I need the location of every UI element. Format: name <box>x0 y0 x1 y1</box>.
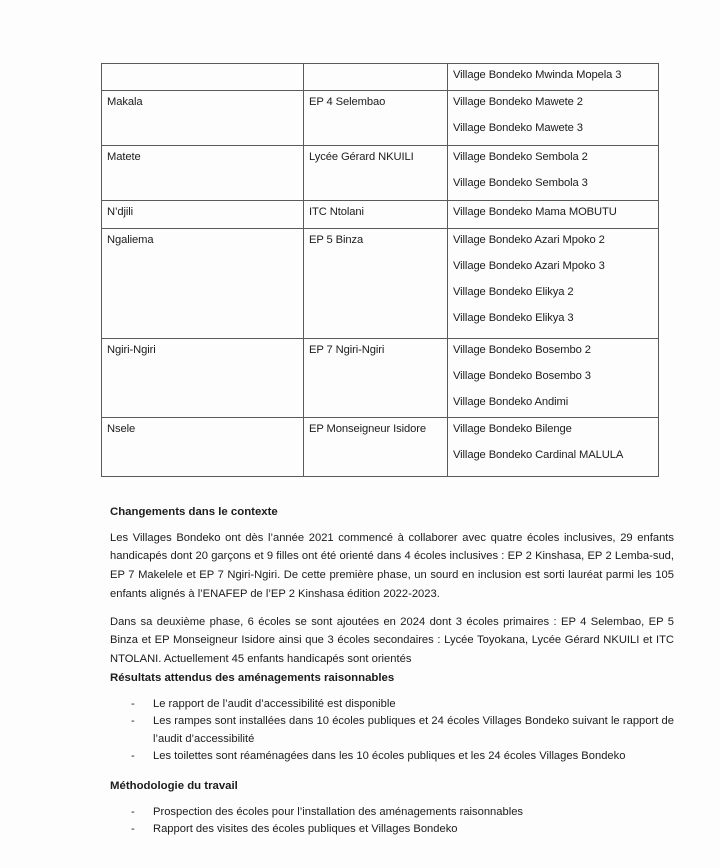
dash-bullet-icon: - <box>131 715 135 728</box>
commune-cell: Ngaliema <box>102 229 304 339</box>
commune-cell <box>102 64 304 91</box>
commune-cell: Nsele <box>102 418 304 477</box>
list-item: - Rapport des visites des écoles publiques et Villages Bondeko <box>110 821 674 839</box>
commune-cell: Ngiri-Ngiri <box>102 339 304 418</box>
table-row <box>102 339 659 418</box>
schools-villages-table <box>101 63 659 477</box>
village-name: Village Bondeko Mama MOBUTU <box>453 206 617 218</box>
commune-cell: N’djili <box>102 201 304 229</box>
village-name: Village Bondeko Cardinal MALULA <box>453 449 624 461</box>
village-name: Village Bondeko Bosembo 2 <box>453 344 591 356</box>
section-methodologie <box>110 777 674 839</box>
dash-bullet-icon: - <box>131 805 135 818</box>
bullet-list <box>110 696 674 766</box>
table-row <box>102 64 659 91</box>
village-name: Village Bondeko Bosembo 3 <box>453 370 591 382</box>
table-row <box>102 229 659 339</box>
section-heading: Changements dans le contexte <box>110 506 278 518</box>
village-name: Village Bondeko Mawete 2 <box>453 96 583 108</box>
village-name: Village Bondeko Bilenge <box>453 423 572 435</box>
villages-cell <box>448 339 659 418</box>
table-row <box>102 418 659 477</box>
list-item: - Prospection des écoles pour l’installation des aménagements raisonnables <box>110 804 674 822</box>
village-name: Village Bondeko Sembola 3 <box>453 177 588 189</box>
commune-cell: Matete <box>102 146 304 201</box>
village-name: Village Bondeko Azari Mpoko 2 <box>453 234 605 246</box>
villages-cell <box>448 146 659 201</box>
villages-cell <box>448 64 659 91</box>
section-changements <box>110 503 674 669</box>
village-name: Village Bondeko Elikya 2 <box>453 286 574 298</box>
school-cell <box>304 64 448 91</box>
school-cell: Lycée Gérard NKUILI <box>304 146 448 201</box>
school-cell: ITC Ntolani <box>304 201 448 229</box>
dash-bullet-icon: - <box>131 750 135 763</box>
section-resultats <box>110 669 674 766</box>
list-item: - Les toilettes sont réaménagées dans les 10 écoles publiques et les 24 écoles Villages Bondeko <box>110 748 674 766</box>
villages-cell <box>448 229 659 339</box>
school-cell: EP 5 Binza <box>304 229 448 339</box>
dash-bullet-icon: - <box>131 697 135 710</box>
table-row <box>102 91 659 146</box>
table-row <box>102 201 659 229</box>
village-name: Village Bondeko Elikya 3 <box>453 312 574 324</box>
village-name: Village Bondeko Mawete 3 <box>453 122 583 134</box>
village-name: Village Bondeko Mwinda Mopela 3 <box>453 69 622 81</box>
bullet-list <box>110 804 674 839</box>
school-cell: EP 7 Ngiri-Ngiri <box>304 339 448 418</box>
dash-bullet-icon: - <box>131 823 135 836</box>
village-name: Village Bondeko Sembola 2 <box>453 151 588 163</box>
school-cell: EP Monseigneur Isidore <box>304 418 448 477</box>
list-item: - Les rampes sont installées dans 10 écoles publiques et 24 écoles Villages Bondeko suivant le rapport de l’audit d’accessibilité <box>131 715 674 745</box>
villages-cell <box>448 418 659 477</box>
commune-cell: Makala <box>102 91 304 146</box>
table-row <box>102 146 659 201</box>
section-heading: Méthodologie du travail <box>110 780 238 792</box>
village-name: Village Bondeko Andimi <box>453 396 569 408</box>
section-heading: Résultats attendus des aménagements raisonnables <box>110 672 395 684</box>
villages-cell <box>448 91 659 146</box>
villages-cell <box>448 201 659 229</box>
list-item: - Le rapport de l’audit d’accessibilité est disponible <box>110 696 674 714</box>
paragraph: Dans sa deuxième phase, 6 écoles se sont ajoutées en 2024 dont 3 écoles primaires : EP 4 Selembao, EP 5 Binza et EP Monseigneur Isidore ainsi que 3 écoles secondaires : Lycée Toyokana, Lycée Gérard NKUILI et ITC NTOLANI. Actuellement 45 enfants handicapés sont orientés <box>110 615 674 665</box>
village-name: Village Bondeko Azari Mpoko 3 <box>453 260 605 272</box>
paragraph: Les Villages Bondeko ont dès l’année 2021 commencé à collaborer avec quatre écoles inclusives, 29 enfants handicapés dont 20 garçons et 9 filles ont été orienté dans 4 écoles inclusives : EP 2 Kinshasa, EP 2 Lemba-sud, EP 7 Makelele et EP 7 Ngiri-Ngiri. De cette première phase, un sourd en inclusion est sorti lauréat parmi les 105 enfants alignés à l’ENAFEP de l’EP 2 Kinshasa édition 2022-2023. <box>110 531 674 600</box>
school-cell: EP 4 Selembao <box>304 91 448 146</box>
